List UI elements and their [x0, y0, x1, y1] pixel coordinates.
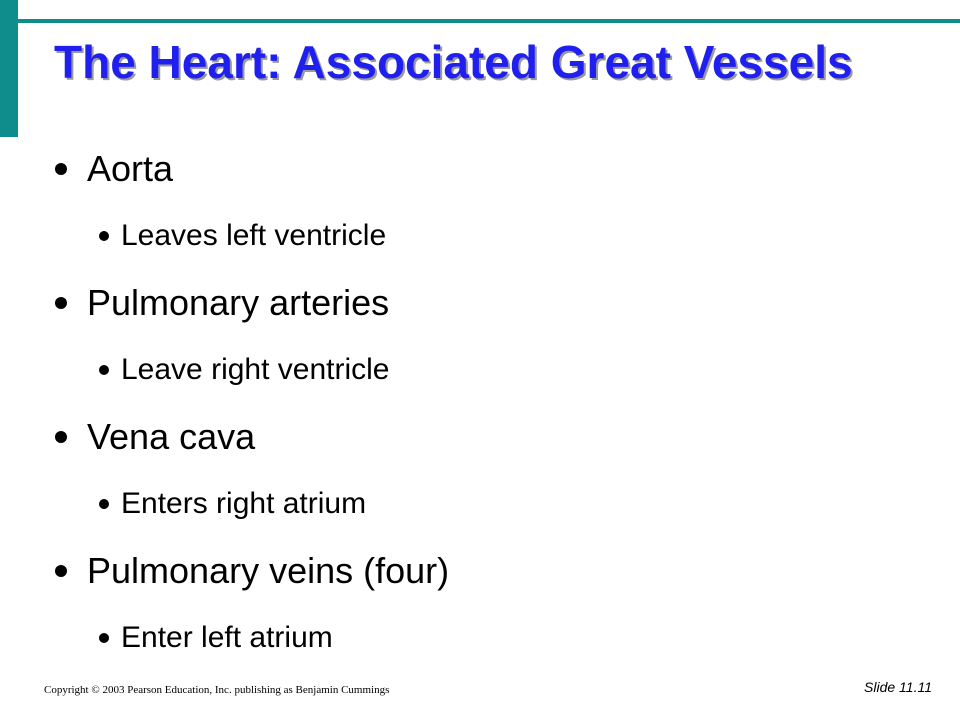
sub-bullet-dot-icon — [99, 231, 109, 241]
sub-bullet-item — [50, 469, 910, 539]
bullet-item-vena-cava — [50, 405, 910, 469]
sub-bullet-item — [50, 201, 910, 271]
accent-top-line — [18, 19, 960, 23]
bullet-dot-icon — [55, 431, 67, 443]
slide-title: The Heart: Associated Great Vessels — [54, 36, 853, 88]
bullet-item-aorta — [50, 137, 910, 201]
bullet-label: Pulmonary arteries — [87, 282, 390, 323]
bullet-label: Pulmonary veins (four) — [87, 550, 450, 591]
slide-number: Slide 11.11 — [864, 679, 932, 695]
bullet-item-pulmonary-veins — [50, 539, 910, 603]
bullet-dot-icon — [55, 163, 67, 175]
copyright-notice: Copyright © 2003 Pearson Education, Inc. publishing as Benjamin Cummings — [44, 684, 390, 696]
sub-bullet-dot-icon — [99, 365, 109, 375]
bullet-dot-icon — [55, 297, 67, 309]
bullet-label: Vena cava — [87, 416, 256, 457]
sub-bullet-dot-icon — [99, 633, 109, 643]
sub-bullet-dot-icon — [99, 499, 109, 509]
bullet-dot-icon — [55, 565, 67, 577]
accent-left-bar — [0, 0, 18, 137]
sub-bullet-label: Enter left atrium — [121, 621, 333, 654]
sub-bullet-item — [50, 335, 910, 405]
bullet-item-pulmonary-arteries — [50, 271, 910, 335]
sub-bullet-label: Leave right ventricle — [121, 353, 390, 386]
bullet-label: Aorta — [87, 148, 174, 189]
sub-bullet-label: Enters right atrium — [121, 487, 367, 520]
bullet-list — [50, 137, 910, 673]
sub-bullet-item — [50, 603, 910, 673]
sub-bullet-label: Leaves left ventricle — [121, 219, 387, 252]
